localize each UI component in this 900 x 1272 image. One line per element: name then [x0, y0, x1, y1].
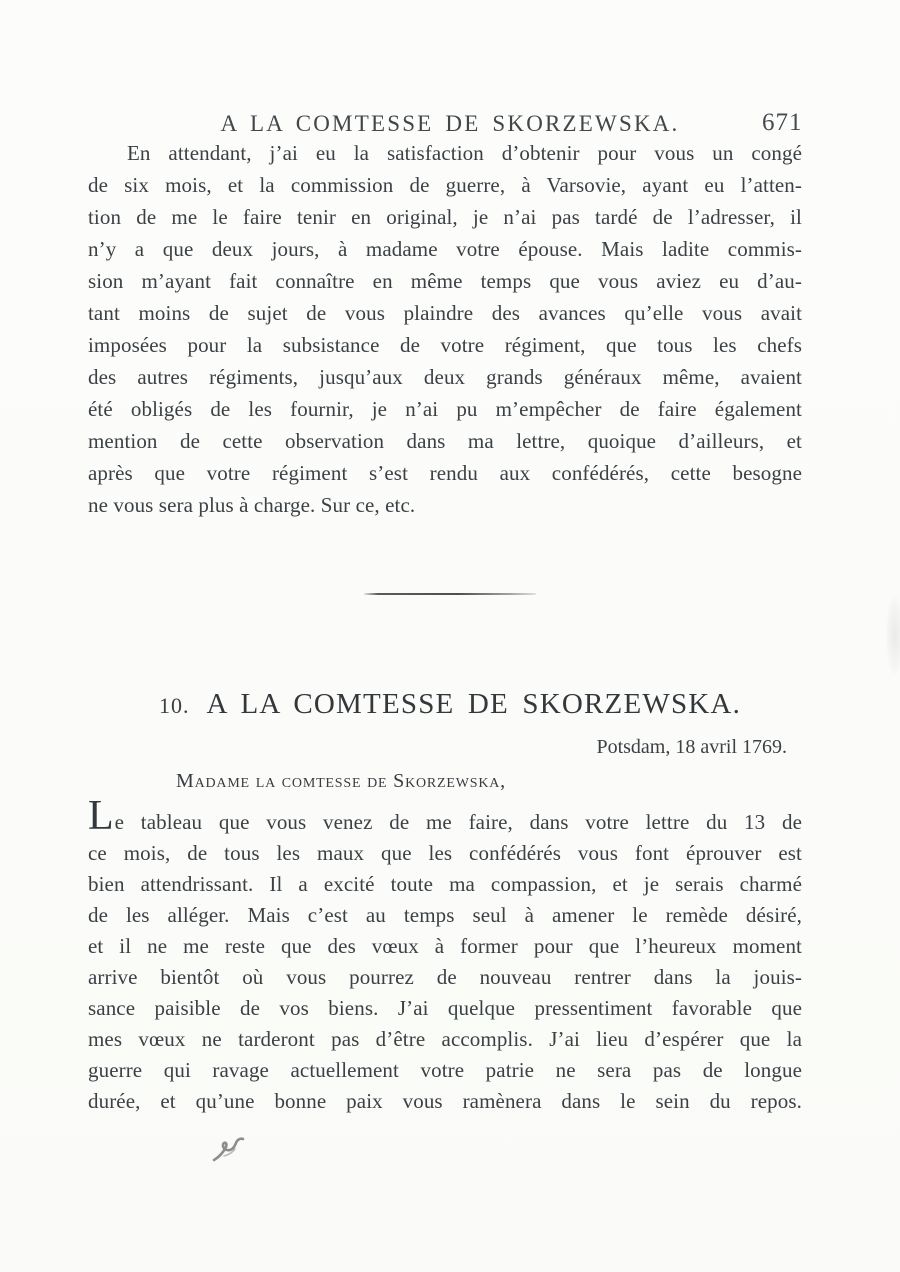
text-line: de six mois, et la commission de guerre, à Varsovie, ayant eu l’atten- — [88, 173, 802, 197]
text-line: après que votre régiment s’est rendu aux confédérés, cette besogne — [88, 461, 802, 485]
text-line: durée, et qu’une bonne paix vous ramènera dans le sein du repos. — [88, 1089, 802, 1113]
text-line: bien attendrissant. Il a excité toute ma compassion, et je serais charmé — [88, 872, 802, 896]
previous-letter-paragraph — [88, 137, 802, 521]
ink-mark-icon — [210, 1134, 256, 1168]
running-title: A LA COMTESSE DE SKORZEWSKA. — [220, 111, 680, 136]
text-line: ne vous sera plus à charge. Sur ce, etc. — [88, 493, 416, 517]
letter-title: A LA COMTESSE DE SKORZEWSKA. — [206, 688, 742, 720]
text-line: sion m’ayant fait connaître en même temps que vous aviez eu d’au- — [88, 269, 802, 293]
first-line-text: e tableau que vous venez de me faire, dans votre lettre du 13 de — [114, 810, 802, 834]
text-line: mes vœux ne tarderont pas d’être accomplis. J’ai lieu d’espérer que la — [88, 1027, 802, 1051]
letter-body-paragraph — [88, 793, 802, 1117]
drop-cap-initial: L — [88, 793, 115, 839]
text-line: mention de cette observation dans ma lettre, quoique d’ailleurs, et — [88, 429, 802, 453]
text-line — [88, 793, 802, 839]
dateline: Potsdam, 18 avril 1769. — [596, 736, 787, 758]
text-line: arrive bientôt où vous pourrez de nouveau rentrer dans la jouis- — [88, 965, 802, 989]
text-line: sance paisible de vos biens. J’ai quelque pressentiment favorable que — [88, 996, 802, 1020]
text-line: n’y a que deux jours, à madame votre épouse. Mais ladite commis- — [88, 237, 802, 261]
text-line: tant moins de sujet de vous plaindre des avances qu’elle vous avait — [88, 301, 802, 325]
text-line: ce mois, de tous les maux que les confédérés vous font éprouver est — [88, 841, 802, 865]
text-line: de les alléger. Mais c’est au temps seul à amener le remède désiré, — [88, 903, 802, 927]
section-divider — [364, 593, 536, 595]
text-line: imposées pour la subsistance de votre régiment, que tous les chefs — [88, 333, 802, 357]
text-line: guerre qui ravage actuellement votre patrie ne sera pas de longue — [88, 1058, 802, 1082]
text-line: et il ne me reste que des vœux à former pour que l’heureux moment — [88, 934, 802, 958]
salutation: Madame la comtesse de Skorzewska, — [176, 770, 506, 792]
letter-number: 10. — [158, 693, 190, 718]
text-line: En attendant, j’ai eu la satisfaction d’obtenir pour vous un congé — [127, 141, 802, 165]
text-line: tion de me le faire tenir en original, je n’ai pas tardé de l’adresser, il — [88, 205, 802, 229]
text-line: des autres régiments, jusqu’aux deux grands généraux même, avaient — [88, 365, 802, 389]
page-number: 671 — [762, 109, 803, 136]
text-line: été obligés de les fournir, je n’ai pu m’empêcher de faire également — [88, 397, 802, 421]
letter-heading — [0, 688, 900, 721]
scan-smudge — [886, 595, 900, 675]
